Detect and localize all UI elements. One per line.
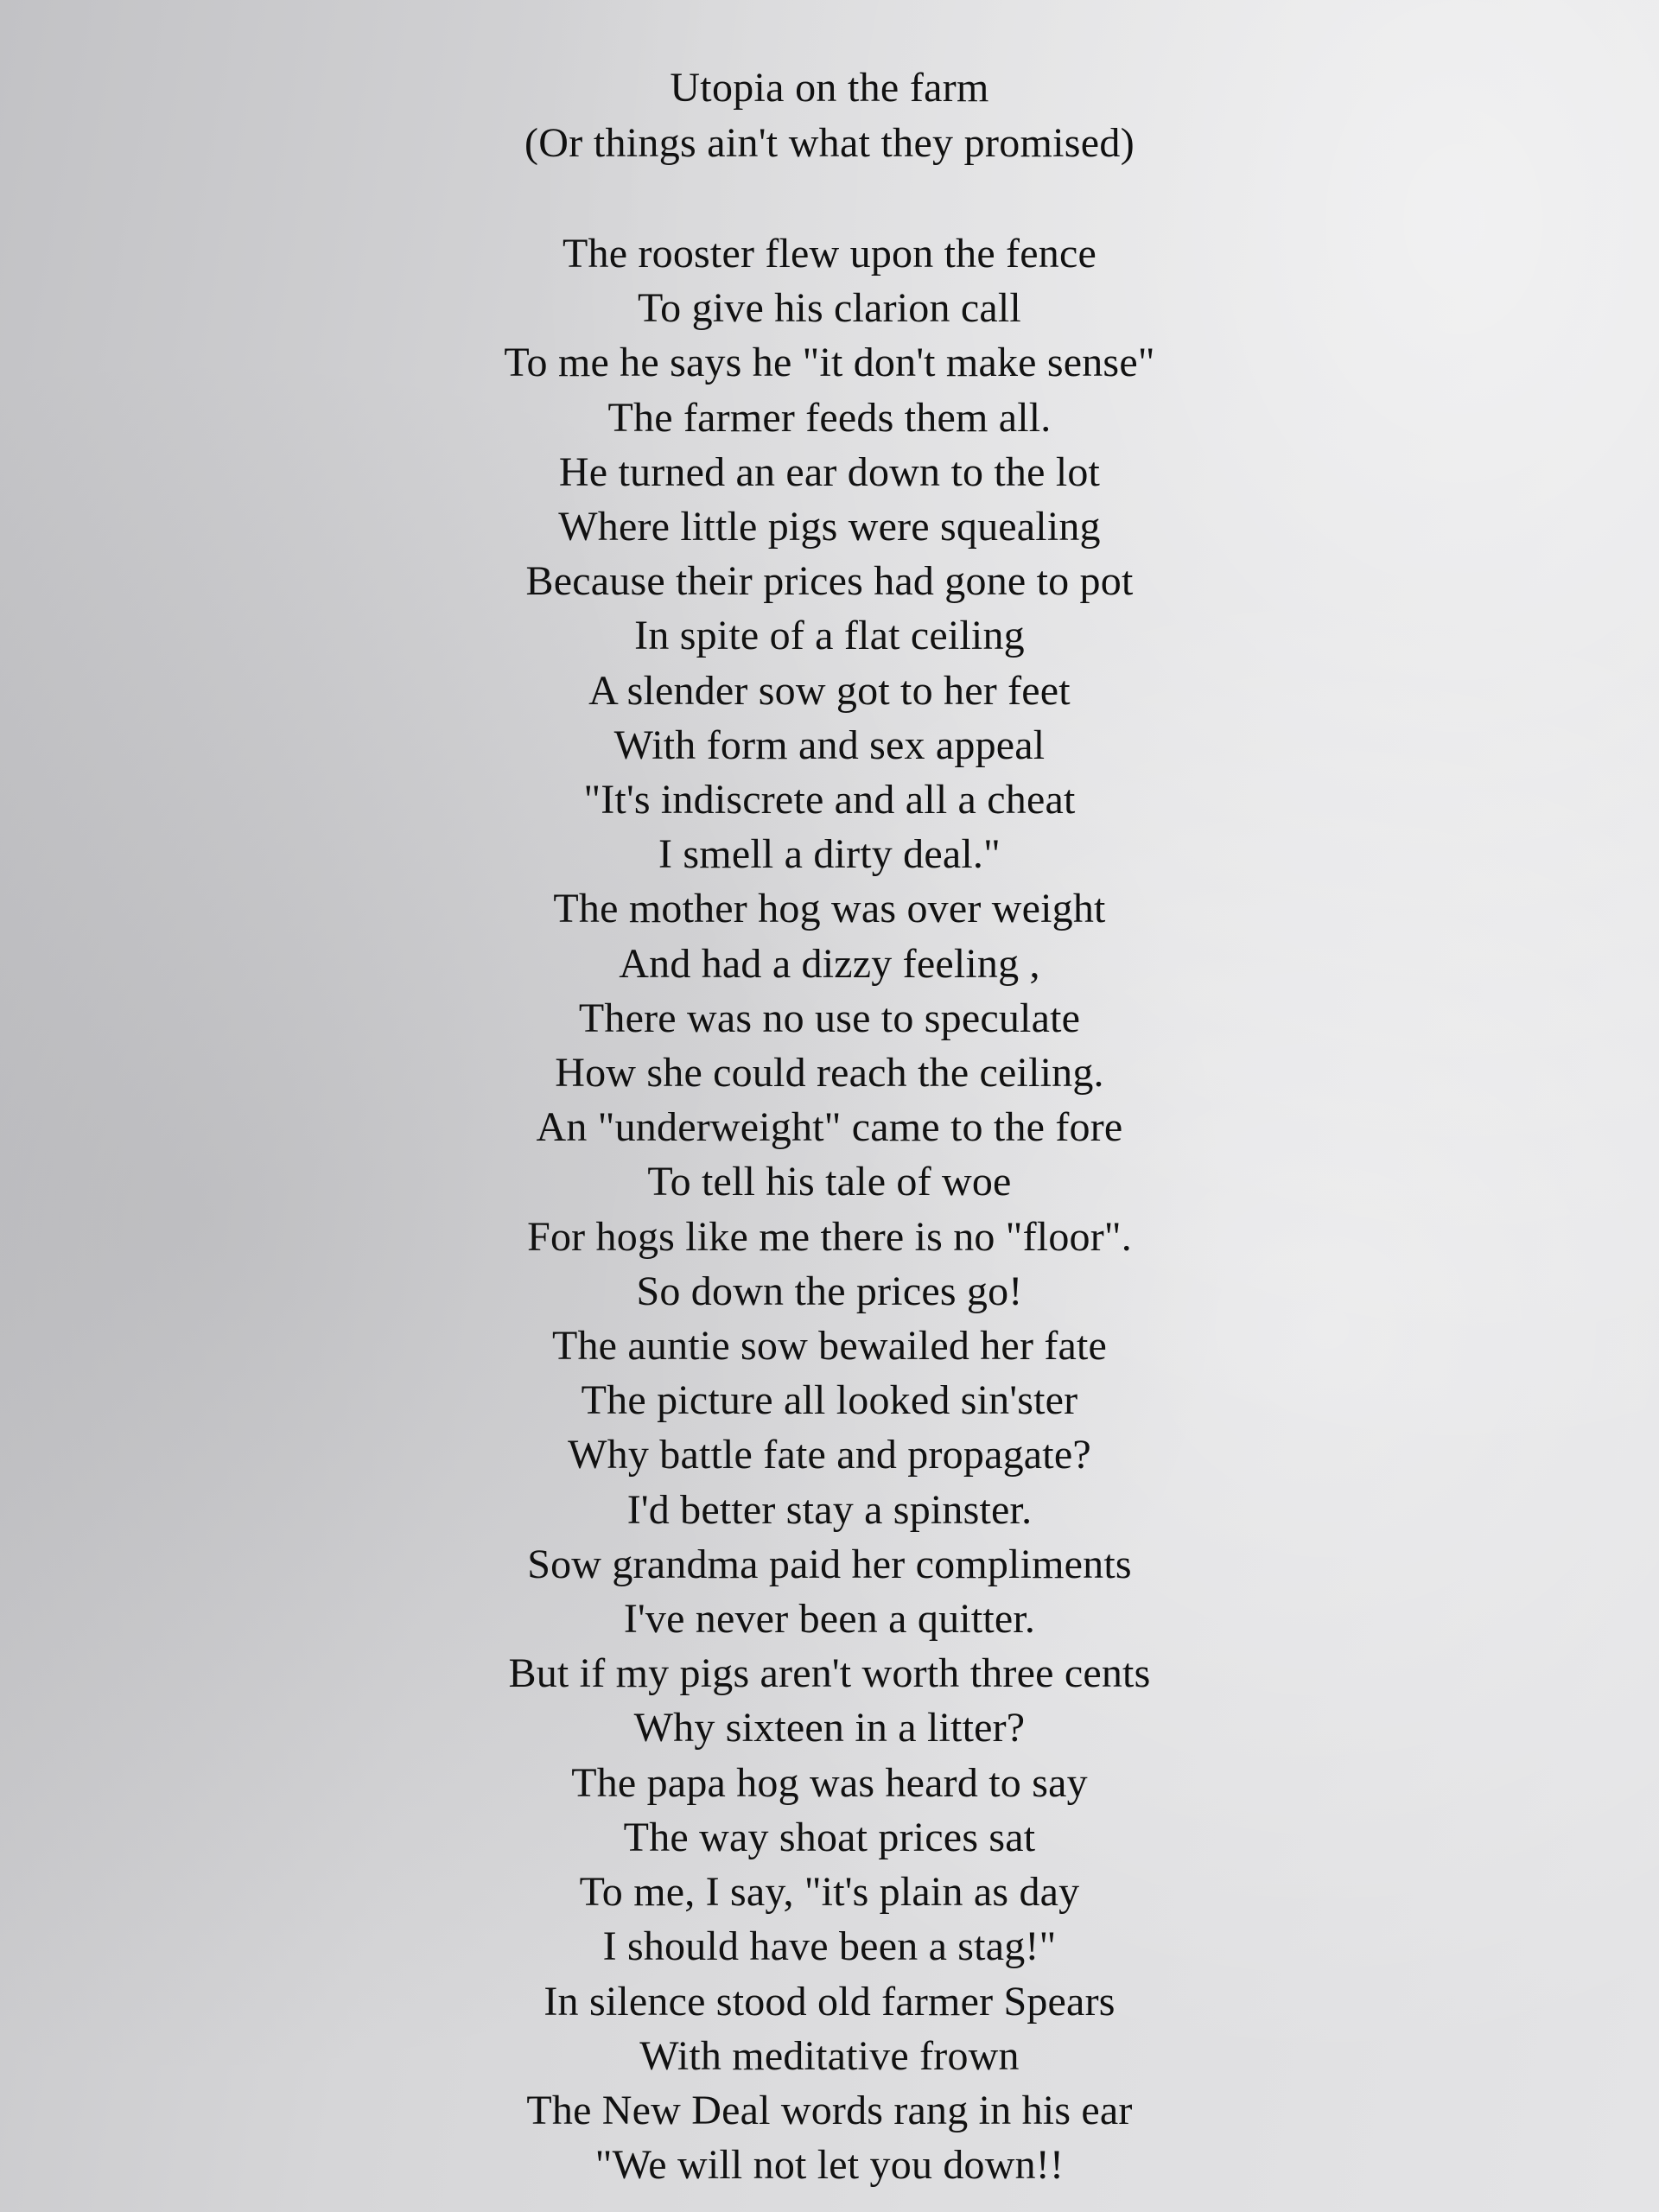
poem-line: Because their prices had gone to pot: [525, 558, 1134, 605]
poem-line: The New Deal words rang in his ear: [526, 2087, 1133, 2133]
poem-line: The papa hog was heard to say: [571, 1759, 1088, 1806]
poem-line: For hogs like me there is no "floor".: [527, 1213, 1132, 1260]
poem-line: He turned an ear down to the lot: [558, 448, 1101, 495]
poem-line: The farmer feeds them all.: [607, 394, 1052, 441]
poem-line: The way shoat prices sat: [623, 1814, 1036, 1860]
stanza-gap: [0, 171, 1659, 226]
poem-line: "We will not let you down!!: [594, 2142, 1065, 2189]
poem-line: How she could reach the ceiling.: [555, 1050, 1104, 1096]
poem-line: And had a dizzy feeling ,: [619, 940, 1040, 987]
poem-line: Why battle fate and propagate?: [568, 1432, 1091, 1478]
poem-line: The rooster flew upon the fence: [563, 231, 1096, 276]
poem-line: "It's indiscrete and all a cheat: [583, 777, 1076, 823]
poem-line: I should have been a stag!": [602, 1923, 1057, 1970]
poem-line: A slender sow got to her feet: [588, 667, 1071, 714]
poem-line: With meditative frown: [639, 2032, 1020, 2079]
poem-line: To tell his tale of woe: [647, 1159, 1012, 1205]
poem-line: The auntie sow bewailed her fate: [551, 1323, 1108, 1370]
poem-title: Utopia on the farm: [670, 65, 989, 111]
poem-line: There was no use to speculate: [578, 995, 1081, 1041]
poem-line: I've never been a quitter.: [623, 1596, 1036, 1643]
poem-line: An "underweight" came to the fore: [536, 1104, 1123, 1151]
poem-subtitle: (Or things ain't what they promised): [524, 120, 1135, 166]
poem-line: To me, I say, "it's plain as day: [579, 1869, 1080, 1916]
poem-line: The mother hog was over weight: [553, 886, 1106, 932]
poem-line: Sow grandma paid her compliments: [527, 1541, 1132, 1587]
poem: [0, 60, 1659, 2192]
poem-line: Why sixteen in a litter?: [633, 1705, 1026, 1751]
poem-line: The picture all looked sin'ster: [581, 1377, 1078, 1424]
poem-line: In spite of a flat ceiling: [634, 613, 1025, 659]
poem-line: To me he says he "it don't make sense": [504, 340, 1155, 386]
poem-line: To give his clarion call: [638, 285, 1021, 332]
poem-line: In silence stood old farmer Spears: [543, 1978, 1116, 2024]
poem-line: But if my pigs aren't worth three cents: [508, 1650, 1151, 1697]
poem-line: Where little pigs were squealing: [558, 504, 1101, 550]
poem-line: I'd better stay a spinster.: [626, 1486, 1033, 1533]
poem-line: So down the prices go!: [636, 1268, 1023, 1314]
poem-line: With form and sex appeal: [613, 721, 1046, 768]
poem-line: I smell a dirty deal.": [658, 831, 1001, 878]
